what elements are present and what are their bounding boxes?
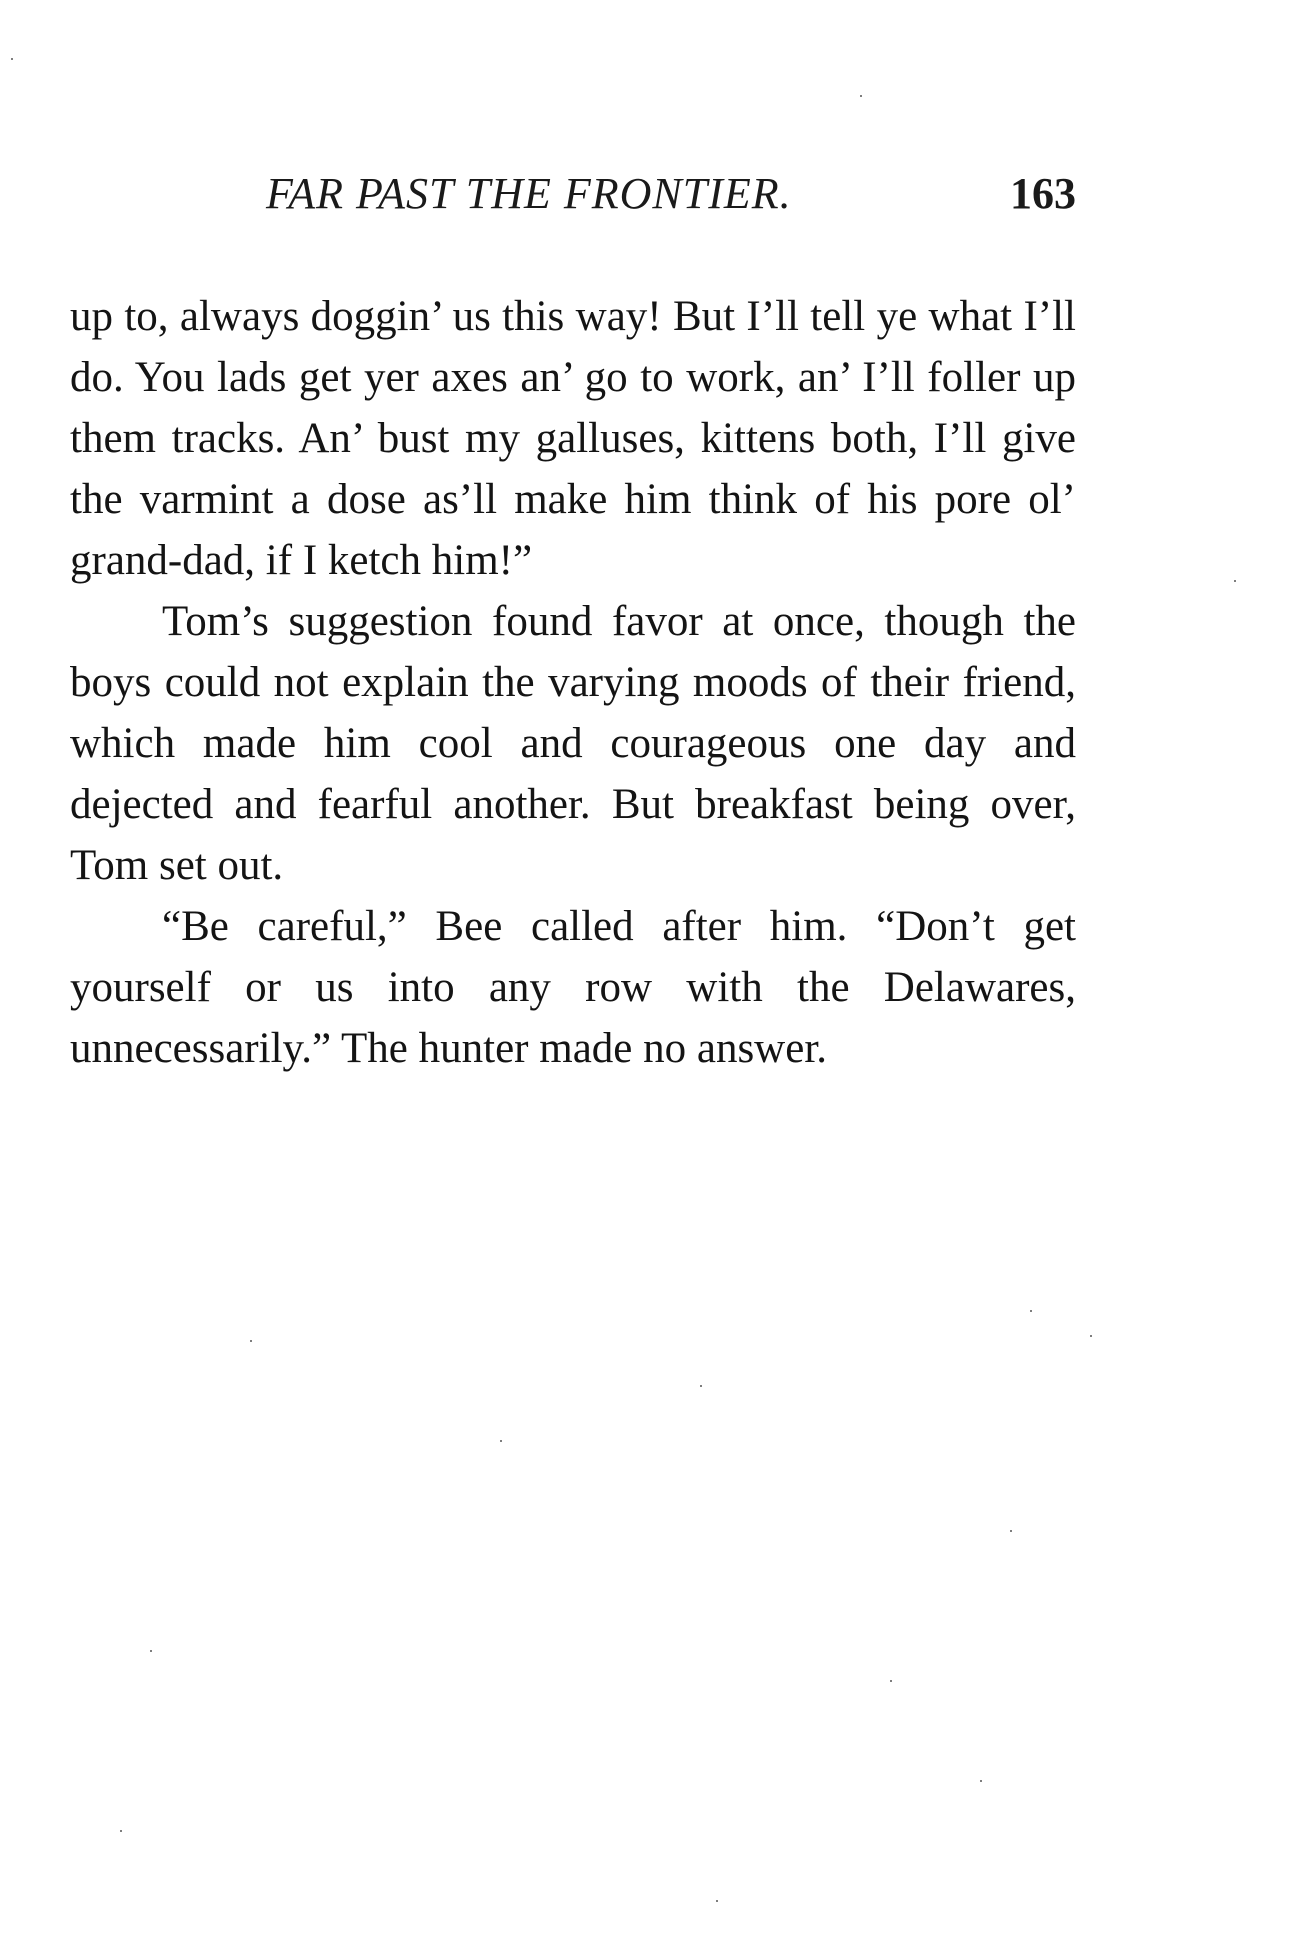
- paragraph-1: up to, always doggin’ us this way! But I’ll tell ye what I’ll do. You lads get yer axes an’ go to work, an’ I’ll foller up them tracks. An’ bust my galluses, kittens both, I’ll give the varmint a dose as’ll make him think of his pore ol’ grand-dad, if I ketch him!”: [70, 293, 1076, 584]
- page-header: [266, 168, 1076, 224]
- scan-speck: [250, 1340, 252, 1342]
- scan-speck: [500, 1440, 502, 1442]
- scan-speck: [890, 1680, 892, 1682]
- scan-speck: [716, 1900, 718, 1902]
- scan-speck: [120, 1830, 122, 1832]
- paragraph-3: “Be careful,” Bee called after him. “Don’t get yourself or us into any row with the Delawares, unnecessarily.” The hunter made no answer.: [70, 903, 1076, 1072]
- scan-speck: [150, 1650, 152, 1652]
- running-title: FAR PAST THE FRONTIER.: [266, 169, 792, 218]
- scan-speck: [1234, 580, 1236, 582]
- scan-speck: [1030, 1310, 1032, 1312]
- scan-speck: [700, 1385, 702, 1387]
- scan-speck: [11, 58, 13, 60]
- scan-speck: [1010, 1530, 1012, 1532]
- scan-speck: [1090, 1335, 1092, 1337]
- paragraph-2: Tom’s suggestion found favor at once, though the boys could not explain the varying moods of their friend, which made him cool and courageous one day and dejected and fearful another. But breakfast being over, Tom set out.: [70, 598, 1076, 889]
- scan-speck: [980, 1780, 982, 1782]
- scan-speck: [860, 95, 862, 97]
- body-text: [70, 286, 1076, 1079]
- page-number: 163: [1010, 169, 1076, 218]
